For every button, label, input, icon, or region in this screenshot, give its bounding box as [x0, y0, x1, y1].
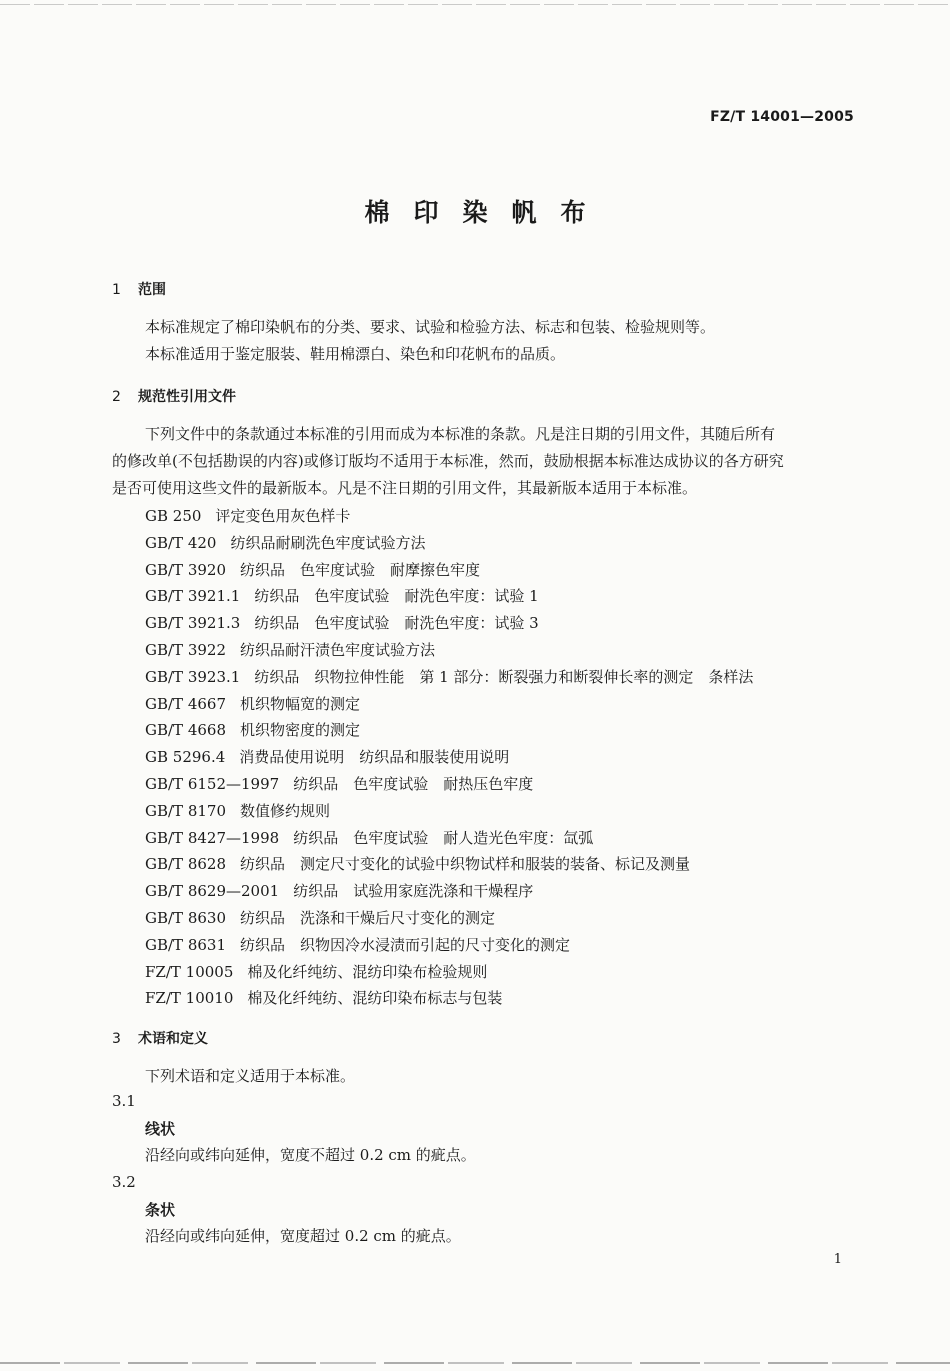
reference-title: 纺织品 洗涤和干燥后尺寸变化的测定 [240, 908, 496, 927]
reference-item [145, 932, 753, 959]
section-number: 1 [112, 282, 121, 298]
scan-artifact-bottom [0, 1362, 950, 1364]
paragraph-line: 是否可使用这些文件的最新版本。凡是不注日期的引用文件，其最新版本适用于本标准。 [112, 479, 698, 497]
reference-code: FZ/T 10005 [145, 962, 234, 981]
section-3-heading [112, 1028, 208, 1048]
reference-item [145, 798, 753, 825]
term-definition: 沿经向或纬向延伸，宽度不超过 0.2 cm 的疵点。 [145, 1146, 476, 1164]
reference-title: 纺织品耐刷洗色牢度试验方法 [230, 533, 426, 552]
reference-code: GB 250 [145, 507, 202, 525]
reference-title: 纺织品耐汗渍色牢度试验方法 [240, 640, 436, 659]
reference-item [145, 664, 753, 691]
reference-code: GB/T 4668 [145, 721, 227, 740]
clause-number: 3.1 [112, 1092, 136, 1110]
reference-item [145, 503, 753, 530]
reference-code: GB/T 3922 [145, 640, 227, 659]
reference-title: 机织物密度的测定 [240, 721, 361, 740]
reference-title: 纺织品 色牢度试验 耐洗色牢度：试验 1 [254, 587, 539, 606]
reference-item [145, 985, 753, 1012]
section-number: 3 [112, 1031, 121, 1047]
reference-item [145, 557, 753, 584]
reference-title: 纺织品 织物因冷水浸渍而引起的尺寸变化的测定 [240, 935, 571, 954]
reference-item [145, 825, 753, 852]
reference-title: 机织物幅宽的测定 [240, 694, 361, 713]
paragraph: 本标准适用于鉴定服装、鞋用棉漂白、染色和印花帆布的品质。 [145, 345, 566, 363]
reference-title: 评定变色用灰色样卡 [215, 507, 351, 525]
reference-code: GB/T 8427—1998 [145, 828, 280, 847]
section-title: 术语和定义 [138, 1031, 208, 1047]
section-number: 2 [112, 389, 121, 405]
reference-code: GB/T 3921.3 [145, 614, 241, 633]
reference-item [145, 530, 753, 557]
reference-code: GB/T 420 [145, 533, 217, 552]
standard-code: FZ/T 14001—2005 [710, 109, 854, 125]
reference-code: GB/T 3920 [145, 560, 227, 579]
reference-code: GB/T 8631 [145, 935, 227, 954]
reference-title: 数值修约规则 [240, 801, 331, 820]
reference-title: 纺织品 色牢度试验 耐洗色牢度：试验 3 [254, 614, 539, 633]
reference-code: GB 5296.4 [145, 748, 226, 767]
term-definition: 沿经向或纬向延伸，宽度超过 0.2 cm 的疵点。 [145, 1227, 461, 1245]
reference-item [145, 771, 753, 798]
reference-item [145, 717, 753, 744]
reference-title: 纺织品 色牢度试验 耐热压色牢度 [293, 774, 534, 793]
reference-code: GB/T 3921.1 [145, 587, 241, 606]
reference-item [145, 610, 753, 637]
reference-item [145, 878, 753, 905]
reference-code: GB/T 3923.1 [145, 667, 241, 686]
reference-title: 纺织品 色牢度试验 耐人造光色牢度：氙弧 [293, 828, 594, 847]
reference-list [145, 503, 753, 1012]
paragraph: 下列术语和定义适用于本标准。 [145, 1067, 356, 1085]
reference-title: 纺织品 色牢度试验 耐摩擦色牢度 [240, 560, 481, 579]
reference-code: GB/T 6152—1997 [145, 774, 280, 793]
reference-title: 棉及化纤纯纺、混纺印染布标志与包装 [247, 989, 503, 1008]
reference-item [145, 851, 753, 878]
term: 线状 [145, 1120, 176, 1138]
section-1-heading [112, 279, 166, 299]
paragraph-line: 的修改单(不包括勘误的内容)或修订版均不适用于本标准，然而，鼓励根据本标准达成协议的各方研究 [112, 452, 784, 470]
document-title: 棉印染帆布 [364, 198, 610, 227]
reference-code: FZ/T 10010 [145, 989, 234, 1008]
reference-item [145, 583, 753, 610]
scan-artifact-top [0, 4, 950, 5]
reference-item [145, 637, 753, 664]
section-title: 范围 [138, 282, 166, 298]
paragraph-line: 下列文件中的条款通过本标准的引用而成为本标准的条款。凡是注日期的引用文件，其随后所有 [145, 425, 776, 443]
reference-title: 纺织品 测定尺寸变化的试验中织物试样和服装的装备、标记及测量 [240, 855, 691, 874]
reference-code: GB/T 4667 [145, 694, 227, 713]
page-number: 1 [833, 1252, 842, 1267]
reference-title: 棉及化纤纯纺、混纺印染布检验规则 [247, 962, 488, 981]
reference-item [145, 959, 753, 986]
reference-title: 纺织品 试验用家庭洗涤和干燥程序 [293, 882, 534, 901]
clause-number: 3.2 [112, 1173, 136, 1191]
section-title: 规范性引用文件 [138, 389, 236, 405]
reference-item [145, 744, 753, 771]
term: 条状 [145, 1201, 176, 1219]
paragraph: 本标准规定了棉印染帆布的分类、要求、试验和检验方法、标志和包装、检验规则等。 [145, 318, 716, 336]
reference-code: GB/T 8629—2001 [145, 882, 280, 901]
section-2-heading [112, 386, 236, 406]
reference-title: 消费品使用说明 纺织品和服装使用说明 [239, 748, 510, 767]
reference-title: 纺织品 织物拉伸性能 第 1 部分：断裂强力和断裂伸长率的测定 条样法 [254, 667, 754, 686]
reference-item [145, 691, 753, 718]
reference-code: GB/T 8628 [145, 855, 227, 874]
reference-code: GB/T 8630 [145, 908, 227, 927]
reference-item [145, 905, 753, 932]
reference-code: GB/T 8170 [145, 801, 227, 820]
